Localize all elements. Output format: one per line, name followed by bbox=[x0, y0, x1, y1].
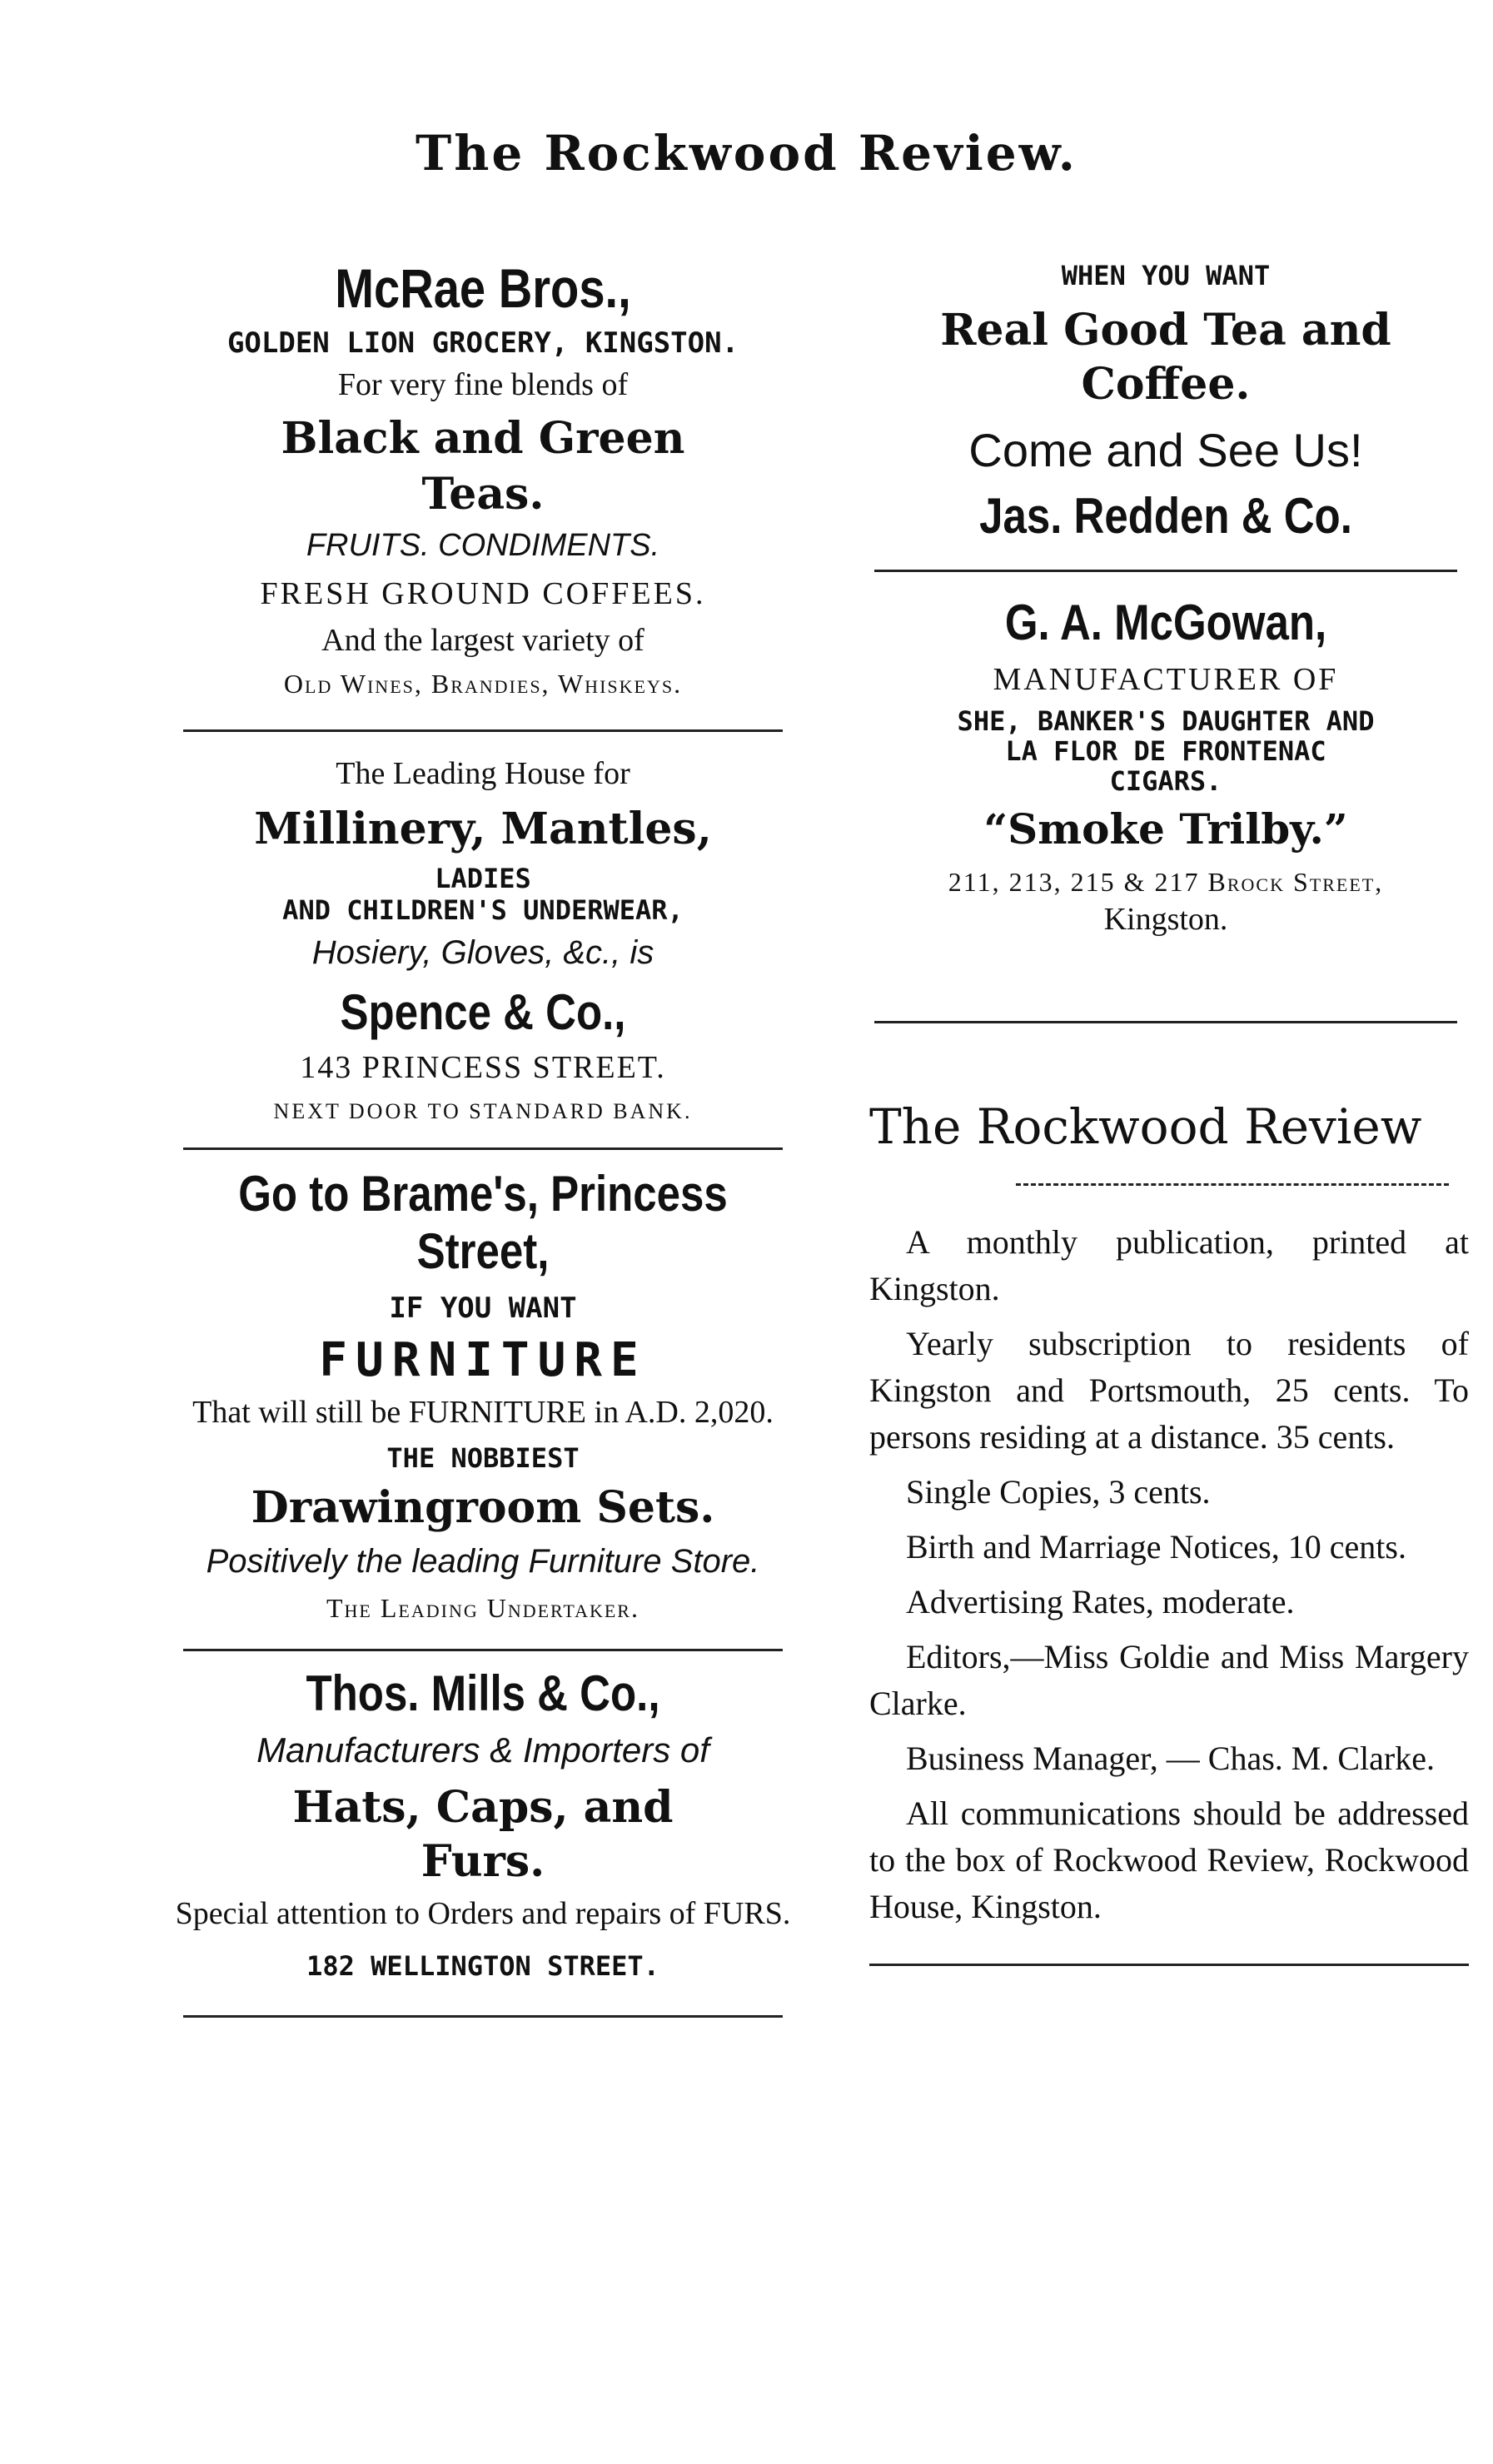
divider bbox=[183, 1649, 783, 1651]
ad-text: The Leading House for bbox=[336, 756, 630, 791]
review-paragraph: Birth and Marriage Notices, 10 cents. bbox=[906, 1528, 1406, 1566]
ad-text: FRESH GROUND COFFEES. bbox=[260, 576, 706, 611]
divider bbox=[183, 1147, 783, 1150]
review-paragraph: All communications should be addressed to the box of Rockwood Review, Rockwood House, Kingston. bbox=[869, 1794, 1469, 1925]
ad-address: 182 WELLINGTON STREET. bbox=[306, 1950, 659, 1982]
ad-headline: Millinery, Mantles, bbox=[254, 804, 712, 854]
ad-brame bbox=[167, 1165, 799, 1624]
ad-text: Manufacturers & Importers of bbox=[256, 1730, 709, 1770]
ad-headline: Furs. bbox=[421, 1836, 545, 1887]
divider bbox=[183, 729, 783, 732]
ad-text: Positively the leading Furniture Store. bbox=[206, 1543, 760, 1580]
ad-address: 211, 213, 215 & 217 Brock Street, bbox=[948, 867, 1384, 897]
review-paragraph: Business Manager, — Chas. M. Clarke. bbox=[906, 1740, 1435, 1777]
divider bbox=[874, 570, 1457, 572]
ad-headline: Black and Green bbox=[281, 413, 685, 464]
review-paragraph: Editors,—Miss Goldie and Miss Margery Clarke. bbox=[869, 1638, 1469, 1722]
review-box bbox=[858, 1098, 1474, 1966]
ad-subtitle: SHE, BANKER'S DAUGHTER AND bbox=[957, 705, 1375, 737]
ad-subtitle: LA FLOR DE FRONTENAC bbox=[1005, 735, 1326, 767]
ad-text: Hosiery, Gloves, &c., is bbox=[311, 934, 654, 971]
ad-subtitle: IF YOU WANT bbox=[389, 1292, 577, 1325]
ad-name: Go to Brame's, Princess Street, bbox=[238, 1166, 728, 1279]
ad-text: FRUITS. CONDIMENTS. bbox=[306, 528, 660, 563]
ad-headline: “Smoke Trilby.” bbox=[983, 804, 1348, 854]
review-body bbox=[869, 1219, 1469, 1930]
ad-name: G. A. McGowan, bbox=[1004, 595, 1327, 650]
ad-subtitle: GOLDEN LION GROCERY, KINGSTON. bbox=[226, 326, 739, 360]
review-paragraph: Advertising Rates, moderate. bbox=[906, 1583, 1295, 1620]
ad-subtitle: THE NOBBIEST bbox=[386, 1442, 580, 1474]
ad-text: NEXT DOOR TO STANDARD BANK. bbox=[273, 1099, 693, 1123]
divider bbox=[874, 1021, 1457, 1023]
ad-headline: Coffee. bbox=[1081, 359, 1251, 410]
ad-redden bbox=[858, 260, 1474, 545]
ad-subtitle: LADIES bbox=[435, 863, 531, 894]
review-paragraph: Single Copies, 3 cents. bbox=[906, 1473, 1211, 1511]
ad-text: And the largest variety of bbox=[321, 623, 644, 658]
review-title: The Rockwood Review bbox=[869, 1098, 1422, 1155]
ad-name: Jas. Redden & Co. bbox=[979, 488, 1352, 544]
ad-text: For very fine blends of bbox=[337, 367, 629, 402]
divider bbox=[1016, 1183, 1449, 1186]
review-paragraph: Yearly subscription to residents of Kingston and Portsmouth, 25 cents. To persons residing at a distance. 35 cents. bbox=[869, 1325, 1469, 1456]
ad-name: Thos. Mills & Co., bbox=[306, 1665, 660, 1721]
page-header: The Rockwood Review. bbox=[416, 125, 1077, 182]
ad-text: The Leading Undertaker. bbox=[326, 1593, 640, 1623]
left-column bbox=[167, 241, 799, 2018]
right-column bbox=[858, 241, 1474, 1966]
ad-name: Spence & Co., bbox=[340, 984, 626, 1040]
ad-text: That will still be FURNITURE in A.D. 2,020. bbox=[192, 1395, 774, 1430]
ad-text: Old Wines, Brandies, Whiskeys. bbox=[283, 669, 683, 699]
ad-headline: Drawingroom Sets. bbox=[251, 1482, 715, 1533]
ad-headline: Hats, Caps, and bbox=[292, 1782, 674, 1833]
ad-subtitle: CIGARS. bbox=[1109, 765, 1222, 797]
ad-headline: Real Good Tea and bbox=[940, 305, 1391, 356]
ad-headline: FURNITURE bbox=[319, 1333, 647, 1387]
ad-text: Special attention to Orders and repairs of FURS. bbox=[175, 1896, 791, 1931]
ad-headline: Come and See Us! bbox=[968, 424, 1363, 476]
ad-mills bbox=[167, 1665, 799, 1982]
divider bbox=[869, 1964, 1469, 1966]
ad-mcgowan bbox=[858, 594, 1474, 938]
ad-name: McRae Bros., bbox=[335, 257, 631, 319]
ad-headline: Teas. bbox=[421, 469, 545, 520]
ad-subtitle: AND CHILDREN'S UNDERWEAR, bbox=[282, 894, 684, 926]
ad-mcrae bbox=[167, 256, 799, 699]
ad-spence bbox=[167, 755, 799, 1124]
ad-address: 143 PRINCESS STREET. bbox=[300, 1050, 666, 1085]
ad-text: MANUFACTURER OF bbox=[993, 662, 1339, 697]
ad-text: Kingston. bbox=[1103, 902, 1228, 937]
divider bbox=[183, 2015, 783, 2018]
ad-subtitle: WHEN YOU WANT bbox=[1061, 260, 1271, 291]
review-paragraph: A monthly publication, printed at Kingston. bbox=[869, 1223, 1469, 1307]
